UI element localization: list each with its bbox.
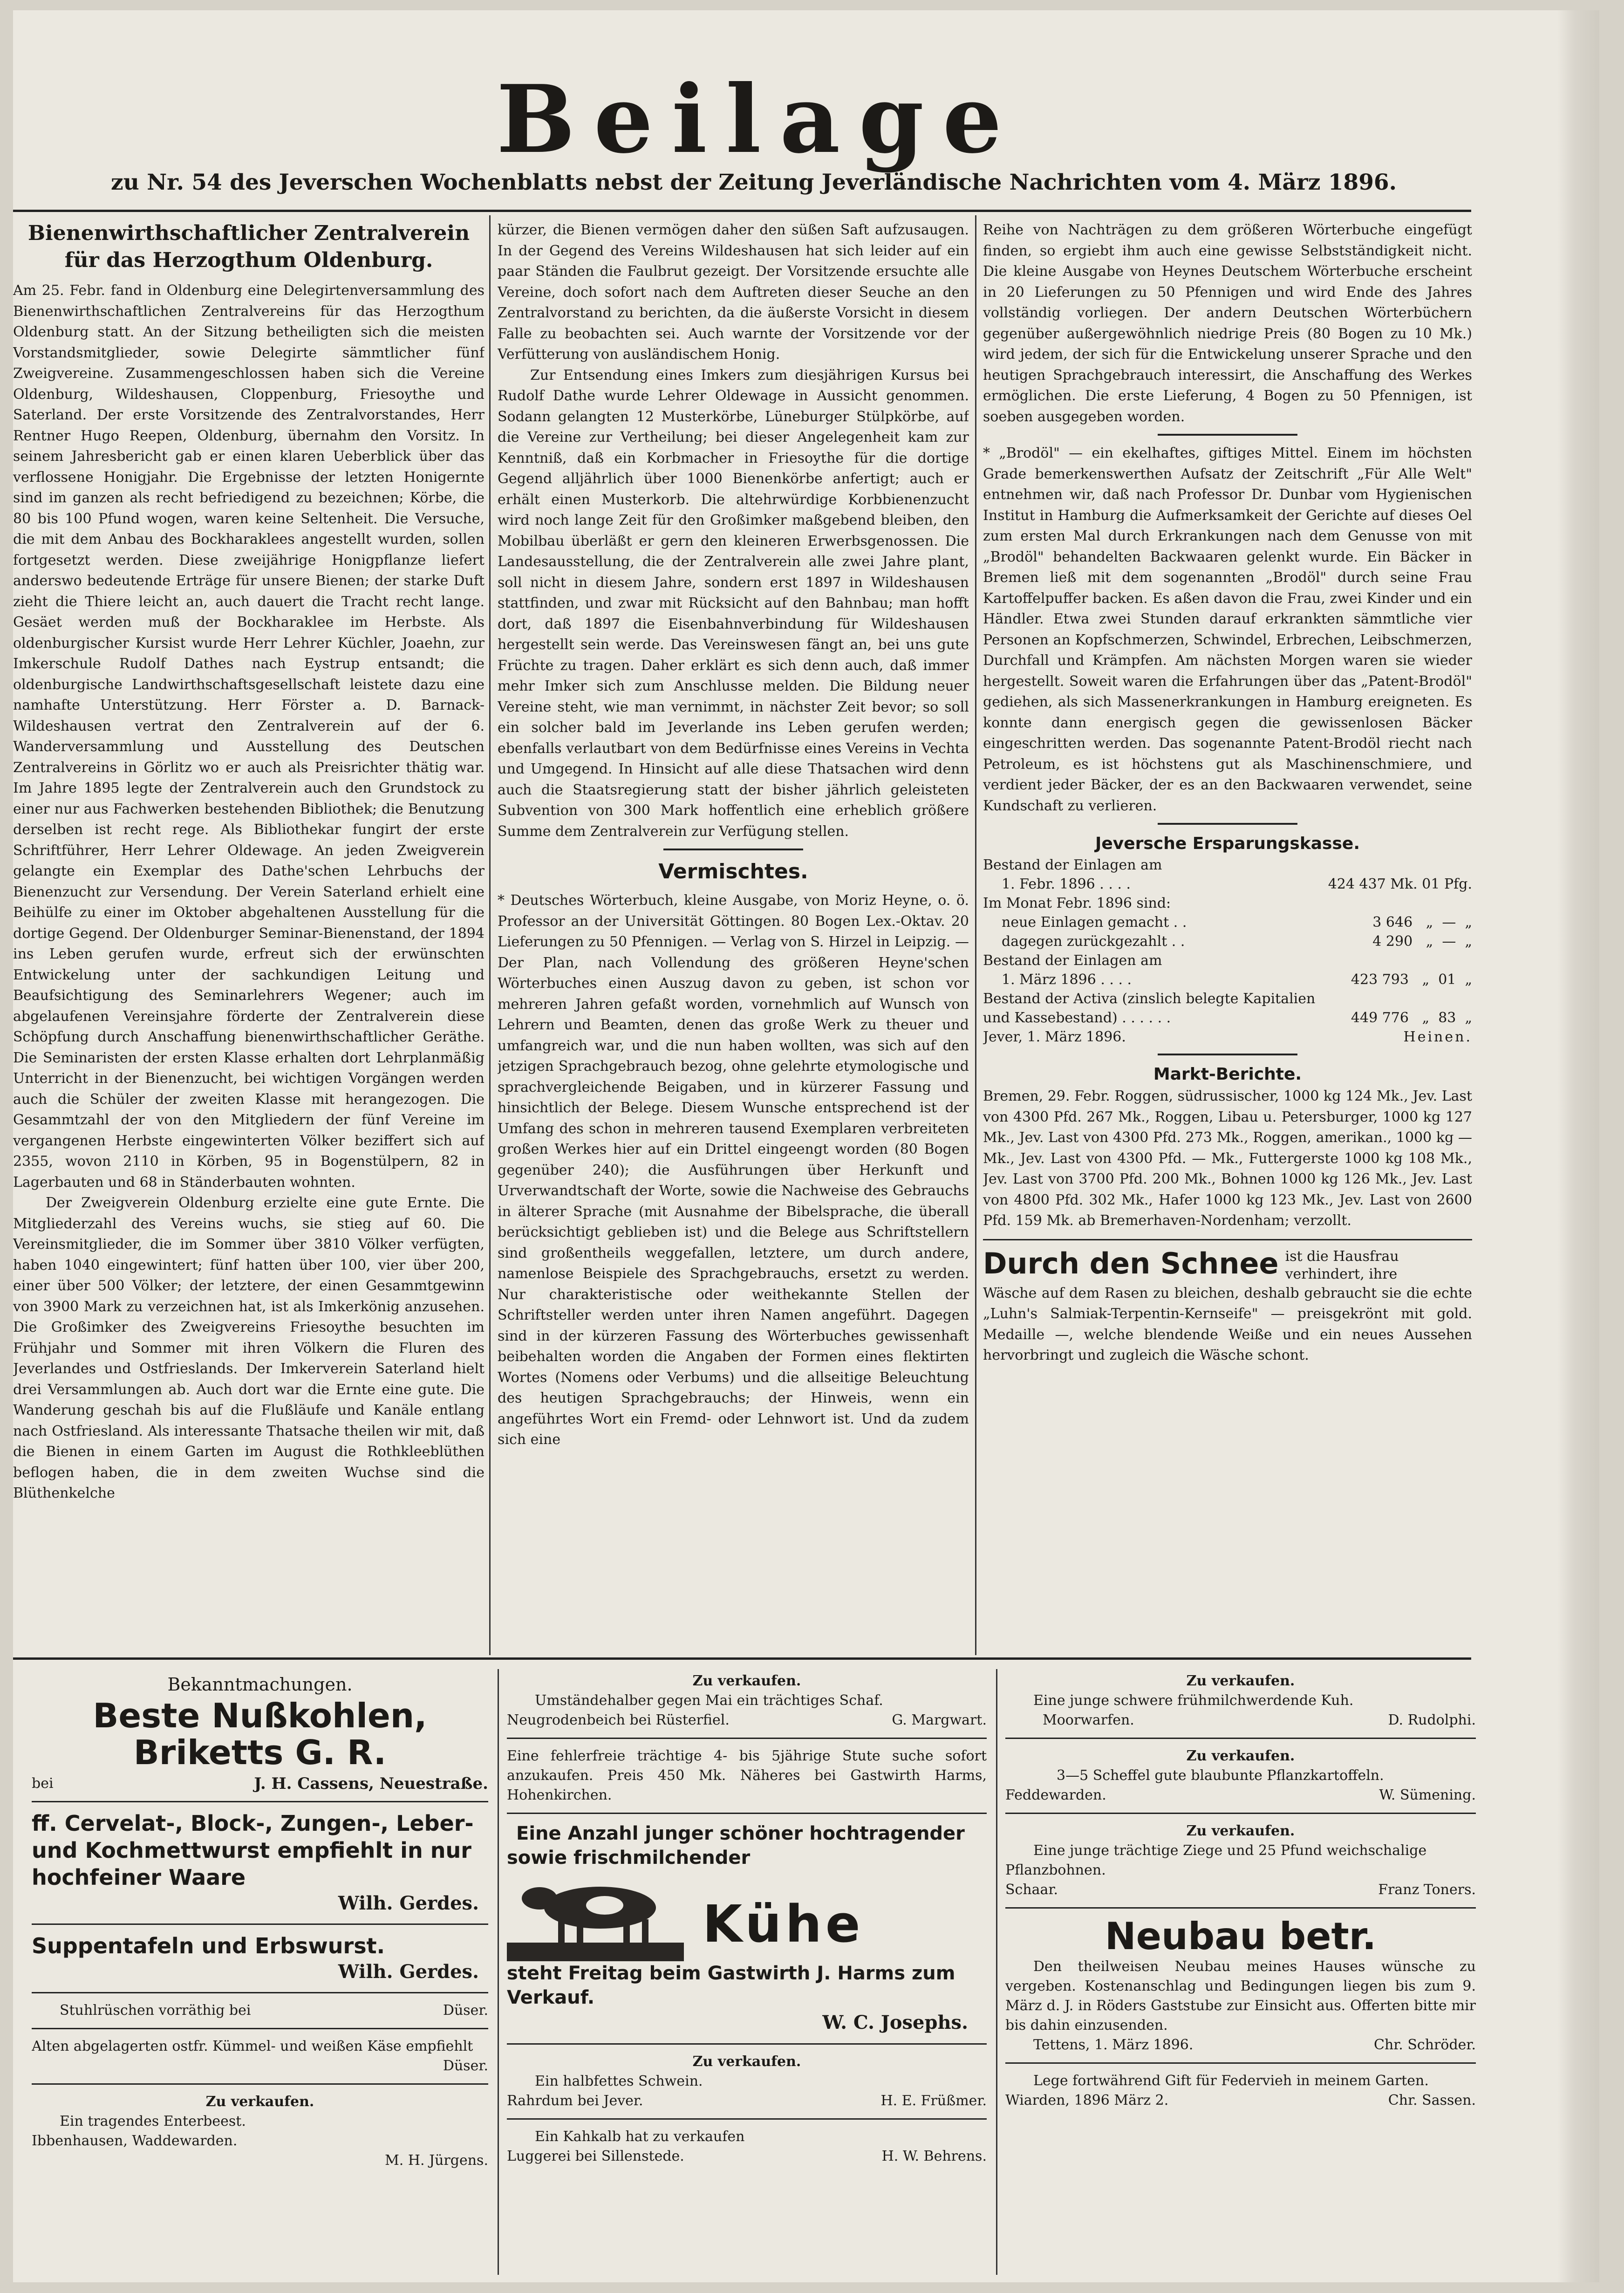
- markt-text: Bremen, 29. Febr. Roggen, südrussischer, 1000 kg 124 Mk., Jev. Last von 4300 Pfd. 267 Mk., Roggen, Libau u. Petersburger, 1000 kg 127 Mk., Jev. Last von 4300 Pfd. 273 Mk., Roggen, amerikan., 1000 kg — Mk., Jev. Last von 4300 Pfd. — Mk., Futtergerste 1000 kg 108 Mk., Jev. Last von 3700 Pfd. 200 Mk., Bohnen 1000 kg 126 Mk., Jev. Last von 4800 Pfd. 302 Mk., Hafer 1000 kg 123 Mk., Jev. Last von 2600 Pfd. 159 Mk. ab Bremerhaven-Nordenham; verzollt.: [983, 1088, 1472, 1229]
- schnee-side-text: ist die Hausfrau verhindert, ihre: [1285, 1248, 1399, 1282]
- section-heading-vermischtes: Vermischtes.: [658, 860, 808, 883]
- verkauf-footer: [1005, 1880, 1476, 1900]
- kasse-value: [1328, 951, 1472, 970]
- stuhl-ad-signature: Düser.: [443, 2002, 488, 2019]
- ad-separator: [32, 1992, 488, 1993]
- schnee-title: Durch den Schnee: [983, 1246, 1279, 1280]
- verkauf-signature: G. Margwart.: [892, 1712, 987, 1728]
- gift-ad-footer: [1005, 2091, 1476, 2110]
- ad-separator: [507, 1738, 987, 1739]
- masthead-title: [432, 66, 1085, 173]
- kasse-value: 4 290 „ — „: [1372, 933, 1472, 950]
- kalb-ad-footer: [507, 2147, 987, 2166]
- verkauf-place: Ibbenhausen, Waddewarden.: [32, 2133, 238, 2149]
- cow-spot: [586, 1896, 623, 1915]
- cows-illustration: [507, 1873, 684, 1961]
- masthead-subtitle-text: zu Nr. 54 des Jeverschen Wochenblatts nebst der Zeitung Jeverländische Nachrichten vom 4. März 1896.: [110, 170, 1397, 195]
- ad-separator: [1005, 1738, 1476, 1739]
- neubau-title: Neubau betr.: [1105, 1915, 1377, 1958]
- gift-ad-text: Lege fortwährend Gift für Federvieh in meinem Garten.: [1033, 2073, 1429, 2089]
- kasse-label: 1. März 1896 . . . .: [1002, 972, 1132, 988]
- kasse-label: Bestand der Einlagen am: [983, 857, 1162, 873]
- kuehe-ad-title: Kühe: [703, 1894, 864, 1954]
- stuhl-ad-text: Stuhlrüschen vorräthig bei: [60, 2002, 251, 2019]
- table-row: [983, 875, 1472, 894]
- kasse-label: dagegen zurückgezahlt . .: [1002, 933, 1185, 950]
- column-3: [983, 220, 1472, 1655]
- ad-separator: [32, 1923, 488, 1925]
- table-row: [983, 913, 1472, 932]
- ads-column-middle: [507, 1671, 987, 2272]
- article-heading-bienen: Bienenwirthschaftlicher Zentralverein für das Herzogthum Oldenburg.: [27, 221, 470, 272]
- column-rule-2: [975, 215, 976, 1655]
- verkauf-footer: [1005, 1711, 1476, 1730]
- kasse-table: [983, 856, 1472, 1027]
- kasse-signature: Heinen.: [1403, 1029, 1472, 1045]
- verkauf-text: 3—5 Scheffel gute blaubunte Pflanzkartoffeln.: [1057, 1767, 1384, 1784]
- verkauf-signature: M. H. Jürgens.: [385, 2152, 488, 2169]
- ad-separator: [507, 2118, 987, 2120]
- kaese-ad-text: Alten abgelagerten ostfr. Kümmel- und weißen Käse empfiehlt: [32, 2038, 473, 2055]
- verkauf-place: Schaar.: [1005, 1882, 1058, 1898]
- table-row: [983, 970, 1472, 989]
- neubau-place: Tettens, 1. März 1896.: [1033, 2037, 1194, 2053]
- section-separator: [1158, 823, 1297, 825]
- cow-leg: [577, 1919, 583, 1945]
- section-separator: [663, 849, 803, 850]
- verkauf-text: Ein tragendes Enterbeest.: [60, 2113, 246, 2130]
- article-paragraph: Am 25. Febr. fand in Oldenburg eine Delegirtenversammlung des Bienenwirthschaftlichen Zentralvereins für das Herzogthum Oldenburg statt. An der Sitzung betheiligten sich die meisten Vorstandsmitglieder, sowie Delegirte sämmtlicher fünf Zweigvereine. Zusammengeschlossen haben sich die Vereine Oldenburg, Wildeshausen, Cloppenburg, Friesoythe und Saterland. Der erste Vorsitzende des Zentralvorstandes, Herr Rentner Hugo Reepen, Oldenburg, übernahm den Vorsitz. In seinem Jahresbericht gab er einen klaren Ueberblick über das verflossene Honigjahr. Die Ergebnisse der letzten Honigernte sind im ganzen als recht befriedigend zu bezeichnen; Körbe, die 80 bis 100 Pfund wogen, waren keine Seltenheit. Die Versuche, die mit dem Anbau des Bockharaklees angestellt wurden, sollen fortgesetzt werden. Diese zweijährige Honigpflanze liefert anderswo bedeutende Erträge für unsere Bienen; der starke Duft zieht die Thiere leicht an, auch dauert die Tracht recht lange. Gesäet werden muß der Bockharaklee im Herbste. Als oldenburgischer Kursist wurde Herr Lehrer Küchler, Joaehn, zur Imkerschule Rudolf Dathes nach Eystrup entsandt; die oldenburgische Landwirthschaftsgesellschaft leistete dazu eine namhafte Unterstützung. Herr Förster a. D. Barnack-Wildeshausen vertrat den Zentralverein auf der 6. Wanderversammlung und Ausstellung des Deutschen Zentralvereins in Görlitz wo er auch als Preisrichter thätig war. Im Jahre 1895 legte der Zentralverein auch den Grundstock zu einer nur aus Fachwerken bestehenden Bibliothek; die Benutzung derselben ist recht rege. Als Bibliothekar fungirt der erste Schriftführer, Herr Lehrer Oldewage. An jeden Zweigverein gelangte ein Exemplar des Dathe'schen Lehrbuchs der Bienenzucht zur Versendung. Der Verein Saterland erhielt eine Beihülfe zu einer im Oktober abgehaltenen Ausstellung für die dortige Gegend. Der Oldenburger Seminar-Bienenstand, der 1894 ins Leben gerufen wurde, erfreut sich der erwünschten Entwickelung unter der sachkundigen Leitung und Beaufsichtigung des Seminarlehrers Wegener; auch im abgelaufenen Vereinsjahre förderte der Zentralverein diese Schöpfung durch Anschaffung bienenwirthschaftlicher Geräthe. Die Seminaristen der ersten Klasse erhalten dort Lehrplanmäßig Unterricht in der Bienenzucht, bei wichtigen Vorgängen werden auch die Schüler der zweiten Klasse mit herangezogen. Die Gesammtzahl der von den Mitgliedern der fünf Vereine im vergangenen Herbste eingewinterten Völker beziffert sich auf 2355, wovon 2110 in Körben, 95 in Bogenstülpern, 82 in Lagerbauten und 68 in Ständerbauten wohnten.: [13, 282, 484, 1191]
- ads-column-left: [32, 1671, 488, 2272]
- kalb-ad-place: Luggerei bei Sillenstede.: [507, 2148, 684, 2164]
- article-paragraph-brodoel: * „Brodöl" — ein ekelhaftes, giftiges Mittel. Einem im höchsten Grade bemerkenswerthen Aufsatz der Zeitschrift „Für Alle Welt" entnehmen wir, daß nach Professor Dr. Dunbar vom Hygienischen Institut in Hamburg die Aufmerksamkeit der Gerichte auf dieses Oel zum ersten Mal durch Erkrankungen nach dem Genusse von mit „Brodöl" behandelten Backwaaren gelenkt wurde. Ein Bäcker in Bremen ließ mit dem sogenannten „Brodöl" durch seine Frau Kartoffelpuffer backen. Es aßen davon die Frau, zwei Kinder und ein Händler. Etwa zwei Stunden darauf erkrankten sämmtliche vier Personen an Kopfschmerzen, Schwindel, Erbrechen, Leibschmerzen, Durchfall und Krämpfen. Am nächsten Morgen waren sie wieder hergestellt. Soweit waren die Erfahrungen über das „Patent-Brodöl" gediehen, als sich Massenerkrankungen in Hamburg ereigneten. Es konnte dann energisch gegen die gewissenlosen Bäcker eingeschritten werden. Das sogenannte Patent-Brodöl riecht nach Petroleum, es ist höchstens gut als Maschinenschmiere, und verdient jeder Bäcker, der es an den Backwaaren verwendet, seine Kundschaft zu verlieren.: [983, 445, 1472, 814]
- masthead-title-text: Beilage: [496, 66, 1021, 173]
- verkauf-footer: [507, 2091, 987, 2111]
- ad-separator: [1005, 2062, 1476, 2064]
- ad-separator: [32, 2028, 488, 2029]
- cow-leg: [642, 1919, 648, 1945]
- kaese-ad-signature: Düser.: [443, 2058, 488, 2074]
- ad-separator: [507, 1813, 987, 1814]
- kasse-footer: [983, 1027, 1472, 1047]
- schnee-ad: [983, 1248, 1472, 1283]
- section-separator: [983, 1239, 1472, 1240]
- column-2: [498, 220, 969, 1653]
- ads-rule-left: [498, 1669, 499, 2275]
- section-separator: [1158, 1054, 1297, 1055]
- kuehe-ad-top: Eine Anzahl junger schöner hochtragender sowie frischmilchender: [507, 1823, 965, 1869]
- verkauf-heading: Zu verkaufen.: [205, 2094, 314, 2110]
- verkauf-text: Ein halbfettes Schwein.: [535, 2073, 703, 2089]
- article-paragraph: Zur Entsendung eines Imkers zum diesjährigen Kursus bei Rudolf Dathe wurde Lehrer Oldewage in Aussicht genommen. Sodann gelangten 12 Musterkörbe, Lüneburger Stülpkörbe, auf die Vereine zur Vertheilung; bei dieser Angelegenheit kam zur Kenntniß, daß ein Korbmacher in Friesoythe für die dortige Gegend alljährlich über 1000 Bienenkörbe anfertigt; auch er erhält einen Musterkorb. Die altehrwürdige Korbbienenzucht wird noch lange Zeit für den Großimker maßgebend bleiben, den Mobilbau überläßt er gern den kleineren Erwerbsgenossen. Die Landesausstellung, die der Zentralverein alle zwei Jahre plant, soll nicht in diesem Jahre, sondern erst 1897 in Wildeshausen stattfinden, und zwar mit Rücksicht auf den Bahnbau; man hofft dort, daß 1897 die Eisenbahnverbindung für Wildeshausen hergestellt sein werde. Das Vereinswesen fängt an, bei uns gute Früchte zu tragen. Daher erklärt es sich denn auch, daß immer mehr Imker sich zum Anschlusse melden. Die Bildung neuer Vereine steht, wie man vernimmt, in nächster Zeit bevor; so soll ein solcher bald im Jeverlande ins Leben gerufen werden; ebenfalls verlautbart von dem Bedürfnisse eines Vereins in Vechta und Umgegend. In Hinsicht auf alle diese Thatsachen wird denn auch die Staatsregierung statt der bisher jährlich geleisteten Subvention von 300 Mark hoffentlich eine erheblich größere Summe dem Zentralverein zur Verfügung stellen.: [498, 367, 969, 840]
- stute-ad-text: Eine fehlerfreie trächtige 4- bis 5jährige Stute suche sofort anzukaufen. Preis 450 Mk. Näheres bei Gastwirth Harms, Hohenkirchen.: [507, 1748, 987, 1803]
- ads-rule-right: [996, 1669, 997, 2275]
- verkauf-text: Eine junge trächtige Ziege und 25 Pfund weichschalige Pflanzbohnen.: [1005, 1842, 1427, 1878]
- verkauf-footer: [1005, 1786, 1476, 1805]
- gift-ad-signature: Chr. Sassen.: [1388, 2092, 1476, 2108]
- verkauf-signature: W. Sümening.: [1379, 1787, 1476, 1803]
- kohlen-bei: bei: [32, 1775, 54, 1792]
- newspaper-page: [13, 10, 1599, 2282]
- ad-separator: [1005, 1907, 1476, 1909]
- kasse-value: 3 646 „ — „: [1372, 914, 1472, 931]
- masthead-rule: [13, 210, 1471, 212]
- kohlen-firm: J. H. Cassens, Neuestraße.: [254, 1774, 488, 1793]
- column-rule-1: [489, 215, 491, 1655]
- cow-head: [522, 1887, 557, 1910]
- kasse-heading: Jeversche Ersparungskasse.: [1095, 834, 1360, 853]
- suppen-ad-text: Suppentafeln und Erbswurst.: [32, 1933, 385, 1959]
- neubau-footer: [1005, 2035, 1476, 2055]
- kasse-place-date: Jever, 1. März 1896.: [983, 1029, 1126, 1045]
- ads-column-right: [1005, 1671, 1476, 2272]
- kasse-label: 1. Febr. 1896 . . . .: [1002, 876, 1131, 892]
- kohlen-firm-row: [32, 1774, 488, 1793]
- kasse-label: Im Monat Febr. 1896 sind:: [983, 895, 1171, 911]
- kalb-ad-text: Ein Kahkalb hat zu verkaufen: [535, 2129, 745, 2145]
- kasse-value: 424 437 Mk. 01 Pfg.: [1328, 876, 1472, 892]
- kasse-value: [1328, 856, 1472, 875]
- markt-heading: Markt-Berichte.: [1153, 1065, 1302, 1084]
- wurst-ad-signature: Wilh. Gerdes.: [338, 1892, 479, 1915]
- kalb-ad-signature: H. W. Behrens.: [881, 2148, 987, 2164]
- ad-separator: [32, 1801, 488, 1802]
- verkauf-signature: H. E. Früßmer.: [880, 2093, 987, 2109]
- article-paragraph-woerterbuch: * Deutsches Wörterbuch, kleine Ausgabe, von Moriz Heyne, o. ö. Professor an der Universität Göttingen. 80 Bogen Lex.-Oktav. 20 Lieferungen zu 50 Pfennigen. — Verlag von S. Hirzel in Leipzig. — Der Plan, nach Vollendung des größeren Heyne'schen Wörterbuches einen Auszug davon zu geben, ist schon vor mehreren Jahren gefaßt worden, vornehmlich auf Wunsch von Lehrern und Beamten, denen das große Werk zu theuer und umfangreich war, und die nun haben wollten, was sich auf den jetzigen Sprachgebrauch bezog, ohne gelehrte etymologische und sprachvergleichende Beigaben, und in kürzerer Fassung und hinsichtlich der Belege. Diesem Wunsche entsprechend ist der Umfang des schon in mehreren tausend Exemplaren verbreiteten großen Werkes hier auf ein Drittel eingeengt worden (80 Bogen gegenüber 240); die Ausführungen über Herkunft und Urverwandtschaft der Worte, sowie die Nachweise des Gebrauchs in älterer Sprache (mit Ausnahme der Bibelsprache, die überall berücksichtigt geblieben ist) und die Belege aus Schriftstellern sind großentheils weggefallen, letztere, um durch andere, namenlose Beispiele des Sprachgebrauchs, ersetzt zu werden. Nur charakteristische oder weithekannte Stellen der Schriftsteller werden unter ihren Namen angeführt. Dagegen sind in der kürzeren Fassung des Wörterbuches gewissenhaft beibehalten worden die Angaben der Formen eines flektirten Wortes (Nomens oder Verbums) und die allseitige Beleuchtung des heutigen Sprachgebrauchs; der Hinweis, wenn ein angeführtes Wort ein Fremd- oder Lehnwort ist. Und da zudem sich eine: [498, 892, 969, 1448]
- ad-separator: [32, 2083, 488, 2085]
- article-paragraph: Reihe von Nachträgen zu dem größeren Wörterbuche eingefügt finden, so ergiebt ihm auch eine gewisse Selbstständigkeit nicht. Die kleine Ausgabe von Heynes Deutschem Wörterbuche erscheint in 20 Lieferungen zu 50 Pfennigen und wird Ende des Jahres vollständig vorliegen. Der andern Deutschen Wörterbüchern gegenüber außergewöhnlich niedrige Preis (80 Bogen zu 10 Mk.) wird jedem, der sich für die Entwickelung unserer Sprache und den heutigen Sprachgebrauch interessirt, die Anschaffung des Werkes ermöglichen. Die erste Lieferung, 4 Bogen zu 50 Pfennigen, ist soeben ausgegeben worden.: [983, 222, 1472, 425]
- kuehe-ad-signature: W. C. Josephs.: [822, 2012, 968, 2033]
- verkauf-heading: Zu verkaufen.: [1186, 1823, 1295, 1839]
- table-row: [983, 894, 1472, 913]
- verkauf-text: Umständehalber gegen Mai ein trächtiges Schaf.: [535, 1692, 883, 1709]
- wurst-ad-text: ff. Cervelat-, Block-, Zungen-, Leber- und Kochmettwurst empfiehlt in nur hochfeiner Waare: [32, 1811, 474, 1890]
- gift-ad-place: Wiarden, 1896 März 2.: [1005, 2092, 1169, 2108]
- verkauf-heading: Zu verkaufen.: [1186, 1748, 1295, 1764]
- table-row: [983, 932, 1472, 951]
- verkauf-place: Moorwarfen.: [1043, 1712, 1134, 1728]
- ads-heading: Bekanntmachungen.: [167, 1674, 353, 1695]
- verkauf-signature: Franz Toners.: [1378, 1882, 1476, 1898]
- cow-leg: [623, 1919, 630, 1945]
- section-separator: [1158, 434, 1297, 436]
- masthead-subtitle: [83, 166, 1425, 199]
- article-paragraph: kürzer, die Bienen vermögen daher den süßen Saft aufzusaugen. In der Gegend des Vereins Wildeshausen hat sich leider auf ein paar Ständen die Faulbrut gezeigt. Der Vorsitzende ersuchte alle Vereine, doch sofort nach dem Auftreten dieser Seuche an den Zentralvorstand zu berichten, da die äußerste Vorsicht in diesem Falle zu beobachten sei. Auch warnte der Vorsitzende vor der Verfütterung von ausländischem Honig.: [498, 222, 969, 363]
- verkauf-heading: Zu verkaufen.: [1186, 1673, 1295, 1689]
- verkauf-heading: Zu verkaufen.: [692, 1673, 801, 1689]
- table-row: [983, 989, 1472, 1027]
- cow-leg: [558, 1919, 565, 1945]
- table-row: [983, 951, 1472, 970]
- suppen-ad-signature: Wilh. Gerdes.: [338, 1961, 479, 1983]
- kasse-value: 423 793 „ 01 „: [1351, 972, 1472, 988]
- kasse-label: Bestand der Einlagen am: [983, 952, 1162, 969]
- ads-rule: [13, 1657, 1471, 1660]
- verkauf-place: Neugrodenbeich bei Rüsterfiel.: [507, 1712, 730, 1728]
- verkauf-place: Feddewarden.: [1005, 1787, 1106, 1803]
- table-row: [983, 856, 1472, 875]
- schnee-text: Wäsche auf dem Rasen zu bleichen, deshalb gebraucht sie die echte „Luhn's Salmiak-Terpentin-Kernseife" — preisgekrönt mit gold. Medaille —, welche blendende Weiße und ein neues Aussehen hervorbringt und zugleich die Wäsche schont.: [983, 1285, 1472, 1363]
- stuhl-ad: [32, 2001, 488, 2020]
- column-1: [13, 220, 484, 1653]
- kuehe-ad: [507, 1821, 987, 2036]
- verkauf-heading: Zu verkaufen.: [692, 2053, 801, 2070]
- kasse-value: 449 776 „ 83 „: [1351, 1010, 1472, 1026]
- kohlen-title-2: Briketts G. R.: [133, 1733, 387, 1773]
- neubau-text: Den theilweisen Neubau meines Hauses wünsche zu vergeben. Kostenanschlag und Bedingungen liegen bis zum 9. März d. J. in Röders Gaststube zur Einsicht aus. Offerten bitte mir bis dahin einzusenden.: [1005, 1958, 1476, 2033]
- verkauf-text: Eine junge schwere frühmilchwerdende Kuh.: [1033, 1692, 1354, 1709]
- kasse-label: Bestand der Activa (zinslich belegte Kapitalien und Kassebestand) . . . . . .: [983, 991, 1316, 1026]
- kohlen-title-1: Beste Nußkohlen,: [93, 1696, 427, 1735]
- ad-separator: [507, 2043, 987, 2045]
- kuehe-ad-bottom: steht Freitag beim Gastwirth J. Harms zum Verkauf.: [507, 1963, 955, 2008]
- ad-separator: [1005, 1813, 1476, 1814]
- article-paragraph: Der Zweigverein Oldenburg erzielte eine gute Ernte. Die Mitgliederzahl des Vereins wuchs, sie stieg auf 60. Die Vereinsmitglieder, die im Sommer über 3810 Völker verfügten, haben 1040 eingewintert; fünf hatten über 100, vier über 200, einer über 500 Völker; der letztere, der einen Gesammtgewinn von 3900 Mark zu verzeichnen hat, ist als Imkerkönig anzusehen. Die Großimker des Zweigvereins Friesoythe besuchten im Frühjahr und Sommer mit ihren Völkern die Fluren des Jeverlandes und Ostfrieslands. Der Imkerverein Saterland hielt drei Versammlungen ab. Auch dort war die Ernte eine gute. Die Wanderung geschah bis auf die Flußläufe und Kanäle entlang nach Ostfriesland. Als interessante Thatsache theilen wir mit, daß die Bienen in einem Garten im August die Rothkleeblüthen beflogen haben, die in dem zweiten Wuchse sind die Blüthenkelche: [13, 1195, 484, 1501]
- page-edge-shadow: [1557, 10, 1599, 2282]
- neubau-signature: Chr. Schröder.: [1373, 2037, 1476, 2053]
- verkauf-signature: D. Rudolphi.: [1388, 1712, 1476, 1728]
- kasse-value: [1328, 894, 1472, 913]
- kasse-label: neue Einlagen gemacht . .: [1002, 914, 1187, 931]
- verkauf-place: Rahrdum bei Jever.: [507, 2093, 643, 2109]
- verkauf-footer: [507, 1711, 987, 1730]
- cow-ground: [507, 1943, 684, 1961]
